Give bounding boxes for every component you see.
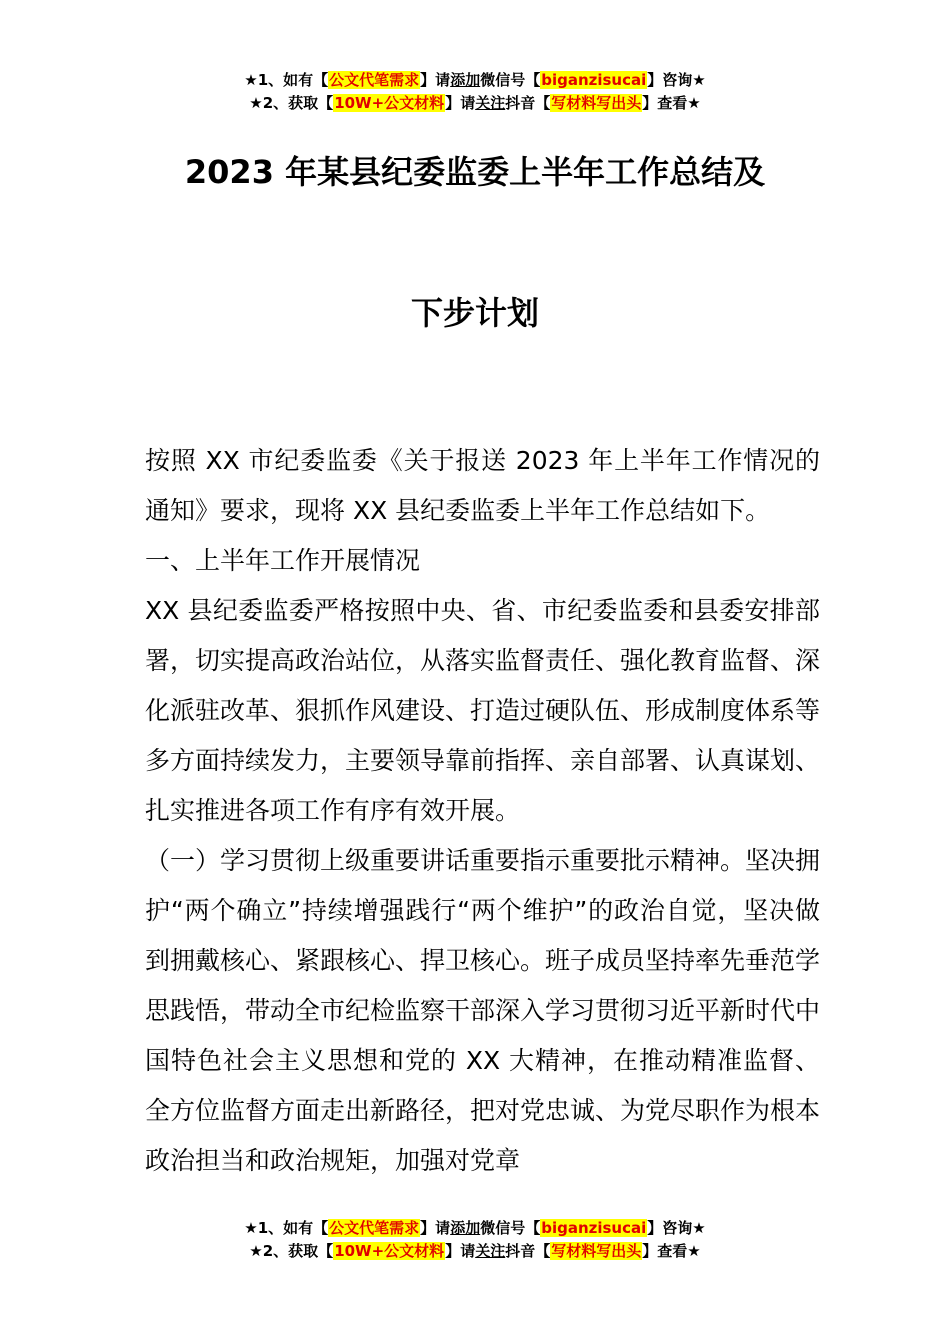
promo-highlight: 写材料写出头 [551, 94, 642, 112]
document-title-line-1: 2023 年某县纪委监委上半年工作总结及 [184, 153, 766, 191]
promo-text: 】查看★ [642, 1242, 701, 1260]
promo-line-1 [0, 1217, 950, 1240]
promo-text: 】咨询★ [647, 71, 706, 89]
promo-highlight: biganzisucai [541, 1219, 647, 1237]
section-heading: 一、上半年工作开展情况 [145, 546, 421, 575]
promo-text: 】咨询★ [647, 1219, 706, 1237]
promo-highlight: 写材料写出头 [551, 1242, 642, 1260]
promo-underline: 关注 [475, 1242, 506, 1260]
promo-text: 】查看★ [642, 94, 701, 112]
promo-text: 】请 [420, 1219, 451, 1237]
body-paragraph: XX 县纪委监委严格按照中央、省、市纪委监委和县委安排部署，切实提高政治站位，从落实监督责任、强化教育监督、深化派驻改革、狠抓作风建设、打造过硬队伍、形成制度体系等多方面持续发力，主要领导靠前指挥、亲自部署、认真谋划、扎实推进各项工作有序有效开展。 [145, 596, 821, 825]
body-paragraph: （一）学习贯彻上级重要讲话重要指示重要批示精神。坚决拥护“两个确立”持续增强践行“两个维护”的政治自觉，坚决做到拥戴核心、紧跟核心、捍卫核心。班子成员坚持率先垂范学思践悟，带动全市纪检监察干部深入学习贯彻习近平新时代中国特色社会主义思想和党的 XX 大精神，在推动精准监督、全方位监督方面走出新路径，把对党忠诚、为党尽职作为根本政治担当和政治规矩，加强对党章 [145, 846, 821, 1175]
document-title-line-2: 下步计划 [410, 294, 539, 332]
promo-text: 】请 [420, 71, 451, 89]
promo-highlight: 公文代笔需求 [329, 1219, 420, 1237]
promo-line-2 [0, 92, 950, 115]
promo-text: 微信号【 [480, 1219, 541, 1237]
promo-line-1 [0, 69, 950, 92]
promo-underline: 关注 [475, 94, 506, 112]
promo-underline: 添加 [450, 71, 481, 89]
promo-text: 】请 [445, 1242, 476, 1260]
promo-text: 抖音【 [505, 94, 551, 112]
promo-highlight: 10W+公文材料 [334, 94, 445, 112]
promo-text: ★1、如有【 [244, 71, 329, 89]
promo-underline: 添加 [450, 1219, 481, 1237]
promo-text: ★2、获取【 [249, 94, 334, 112]
promo-highlight: 公文代笔需求 [329, 71, 420, 89]
promo-banner-bottom [0, 1217, 950, 1263]
promo-text: 抖音【 [505, 1242, 551, 1260]
promo-text: 微信号【 [480, 71, 541, 89]
document-body [145, 436, 820, 1186]
promo-highlight: 10W+公文材料 [334, 1242, 445, 1260]
promo-banner-top [0, 69, 950, 115]
promo-text: 】请 [445, 94, 476, 112]
promo-text: ★1、如有【 [244, 1219, 329, 1237]
promo-highlight: biganzisucai [541, 71, 647, 89]
promo-text: ★2、获取【 [249, 1242, 334, 1260]
intro-paragraph: 按照 XX 市纪委监委《关于报送 2023 年上半年工作情况的通知》要求，现将 XX 县纪委监委上半年工作总结如下。 [145, 446, 820, 525]
promo-line-2 [0, 1240, 950, 1263]
